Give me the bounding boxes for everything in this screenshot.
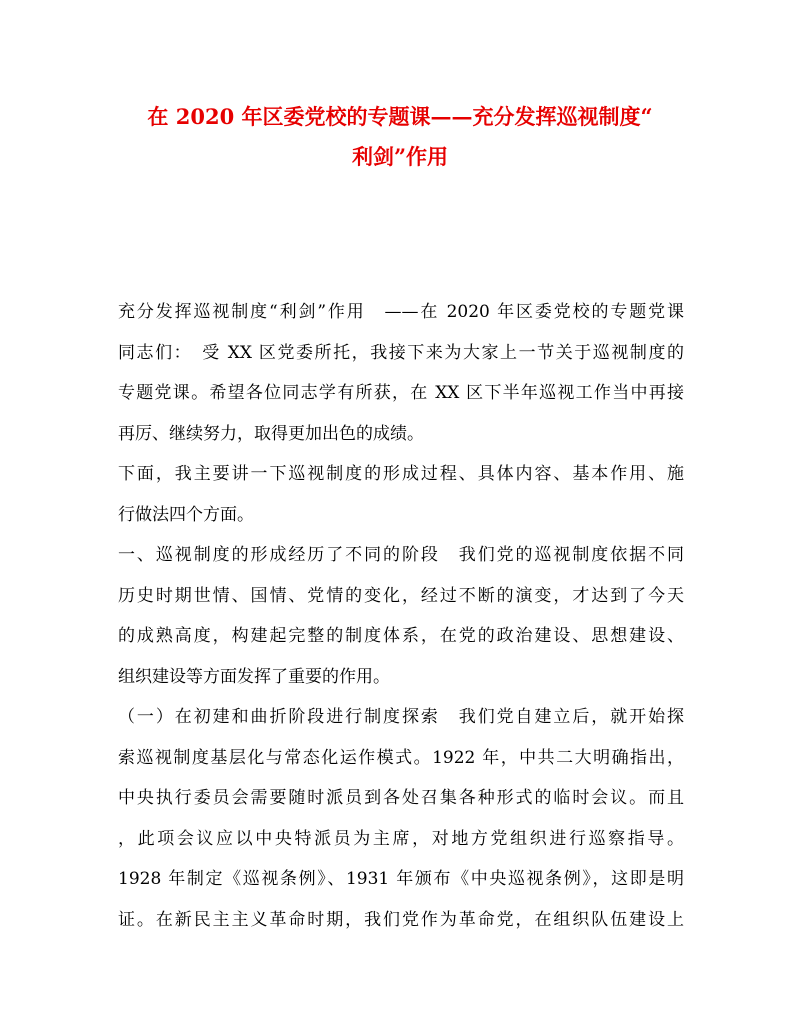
body-line: （一）在初建和曲折阶段进行制度探索 我们党自建立后，就开始探: [118, 707, 684, 727]
body-line: ，此项会议应以中央特派员为主席，对地方党组织进行巡察指导。: [118, 828, 684, 849]
body-line: 索巡视制度基层化与常态化运作模式。1922 年，中共二大明确指出，: [118, 747, 684, 768]
body-line: 的成熟高度，构建起完整的制度体系，在党的政治建设、思想建设、: [118, 626, 684, 646]
body-line: 同志们： 受 XX 区党委所托，我接下来为大家上一节关于巡视制度的: [118, 342, 684, 363]
body-line: 下面，我主要讲一下巡视制度的形成过程、具体内容、基本作用、施: [118, 464, 684, 484]
body-line: 证。在新民主主义革命时期，我们党作为革命党，在组织队伍建设上: [118, 909, 684, 930]
body-line: 专题党课。希望各位同志学有所获，在 XX 区下半年巡视工作当中再接: [118, 383, 684, 403]
body-line: 充分发挥巡视制度“利剑”作用 ——在 2020 年区委党校的专题党课: [118, 302, 684, 322]
body-line: 行做法四个方面。: [118, 504, 254, 525]
body-line: 历史时期世情、国情、党情的变化，经过不断的演变，才达到了今天: [118, 585, 684, 606]
document-body: [118, 292, 684, 940]
body-line: 中央执行委员会需要随时派员到各处召集各种形式的临时会议。而且: [118, 788, 684, 808]
body-line: 一、巡视制度的形成经历了不同的阶段 我们党的巡视制度依据不同: [118, 545, 684, 565]
body-line: 再厉、继续努力，取得更加出色的成绩。: [118, 423, 424, 444]
title-line-2: 利剑”作用: [351, 144, 449, 169]
body-line: 1928 年制定《巡视条例》、1931 年颁布《中央巡视条例》，这即是明: [118, 869, 684, 889]
body-line: 组织建设等方面发挥了重要的作用。: [118, 666, 390, 687]
document-title: [100, 97, 700, 177]
title-line-1: 在 2020 年区委党校的专题课——充分发挥巡视制度“: [147, 104, 653, 129]
